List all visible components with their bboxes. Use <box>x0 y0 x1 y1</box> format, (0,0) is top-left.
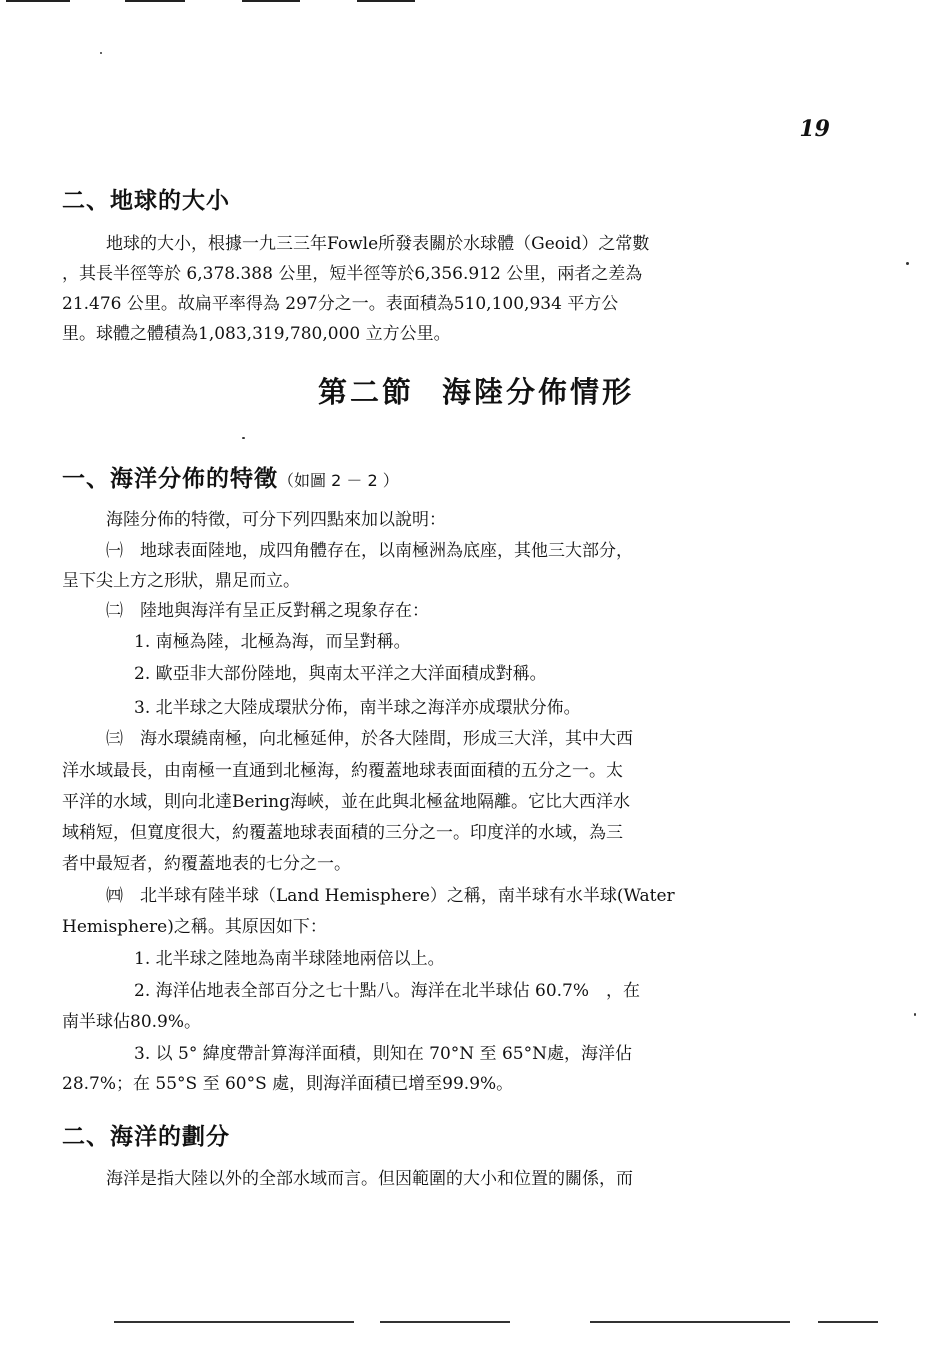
paragraph-line: 洋水域最長，由南極一直通到北極海，約覆蓋地球表面面積的五分之一。太 <box>62 761 623 781</box>
top-rule <box>125 0 185 2</box>
top-rule <box>357 0 415 2</box>
section-heading: 二、地球的大小 <box>62 188 230 214</box>
paragraph-line: 域稍短，但寬度很大，約覆蓋地球表面積的三分之一。印度洋的水域，為三 <box>62 823 623 843</box>
list-item: 1. 北半球之陸地為南半球陸地兩倍以上。 <box>134 949 445 969</box>
paragraph-line: ㈡ 陸地與海洋有呈正反對稱之現象存在： <box>106 601 429 621</box>
paragraph-line: 海陸分佈的特徵，可分下列四點來加以說明： <box>106 510 446 530</box>
section-heading: 二、海洋的劃分 <box>62 1124 230 1150</box>
list-item: 2. 歐亞非大部份陸地，與南太平洋之大洋面積成對稱。 <box>134 664 547 684</box>
chapter-title: 海陸分佈情形 <box>442 375 635 409</box>
paragraph-line: 平洋的水域，則向北達Bering海峽，並在此與北極盆地隔離。它比大西洋水 <box>62 792 630 812</box>
bottom-rule <box>114 1321 354 1323</box>
paragraph-line: 者中最短者，約覆蓋地表的七分之一。 <box>62 854 351 874</box>
list-item: 3. 以 5° 緯度帶計算海洋面積，則知在 70°N 至 65°N處，海洋佔 <box>134 1044 632 1064</box>
list-item: 3. 北半球之大陸成環狀分佈，南半球之海洋亦成環狀分佈。 <box>134 698 581 718</box>
paragraph-line: 里。球體之體積為1,083,319,780,000 立方公里。 <box>62 324 451 344</box>
chapter-heading <box>0 370 952 411</box>
top-rule <box>242 0 300 2</box>
paragraph-line: 呈下尖上方之形狀，鼎足而立。 <box>62 571 300 591</box>
list-item: 1. 南極為陸，北極為海，而呈對稱。 <box>134 632 411 652</box>
scan-speck <box>100 52 102 54</box>
paragraph-line: 南半球佔80.9%。 <box>62 1012 202 1032</box>
chapter-number: 第二節 <box>317 375 414 409</box>
paragraph-line: ，其長半徑等於 6,378.388 公里，短半徑等於6,356.912 公里，兩者之差為 <box>62 264 643 284</box>
bottom-rule <box>590 1321 790 1323</box>
paragraph-line: ㈣ 北半球有陸半球（Land Hemisphere）之稱，南半球有水半球(Water <box>106 886 675 906</box>
scan-speck <box>906 262 909 265</box>
paragraph-line: 地球的大小，根據一九三三年Fowle所發表關於水球體（Geoid）之常數 <box>106 234 650 254</box>
top-rule <box>6 0 70 2</box>
paragraph-line: 21.476 公里。故扁平率得為 297分之一。表面積為510,100,934 平方公 <box>62 294 619 314</box>
section-heading <box>62 460 399 493</box>
scan-speck <box>914 1013 916 1016</box>
paragraph-line: ㈢ 海水環繞南極，向北極延伸，於各大陸間，形成三大洋，其中大西 <box>106 729 633 749</box>
bottom-rule <box>380 1321 510 1323</box>
paragraph-line: ㈠ 地球表面陸地，成四角體存在，以南極洲為底座，其他三大部分， <box>106 541 633 561</box>
scan-speck <box>242 437 245 439</box>
list-item: 2. 海洋佔地表全部百分之七十點八。海洋在北半球佔 60.7% ，在 <box>134 981 641 1001</box>
paragraph-line: 海洋是指大陸以外的全部水域而言。但因範圍的大小和位置的關係，而 <box>106 1169 633 1189</box>
figure-reference: （如圖 2 － 2 ） <box>278 471 399 490</box>
paragraph-line: 28.7%；在 55°S 至 60°S 處，則海洋面積已增至99.9%。 <box>62 1074 514 1094</box>
section-heading-text: 一、海洋分佈的特徵 <box>62 466 278 492</box>
paragraph-line: Hemisphere)之稱。其原因如下： <box>62 917 327 937</box>
bottom-rule <box>818 1321 878 1323</box>
page-number: 19 <box>799 116 830 142</box>
